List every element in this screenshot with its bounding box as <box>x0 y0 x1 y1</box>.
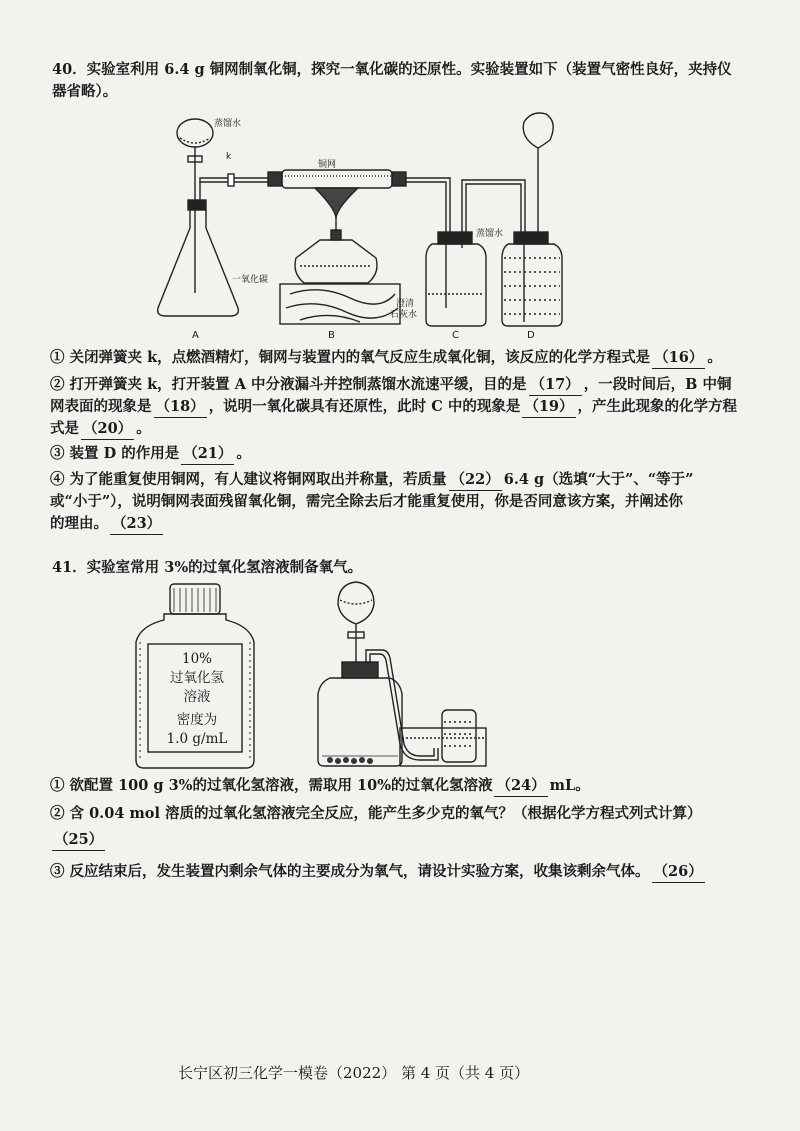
bottle-label-line5: 1.0 g/mL <box>166 731 228 747</box>
answer-blank-18[interactable]: （18） <box>154 397 207 418</box>
answer-blank-17[interactable]: （17） <box>529 375 582 396</box>
q40-part4-text-b: 6.4 g（选填“大于”、“等于” <box>503 471 694 488</box>
label-carbon-monoxide: 一氧化碳 <box>232 275 269 285</box>
q40-part1-end: 。 <box>707 349 722 366</box>
q41-part3 <box>50 862 707 883</box>
q40-part2-text-d: ，说明一氧化碳具有还原性，此时 C 中的现象是 <box>208 398 521 415</box>
q40-intro-line1: 40．实验室利用 6.4 g 铜网制氧化铜，探究一氧化碳的还原性。实验装置如下（装置气密性良好，夹持仪 <box>52 61 732 78</box>
q40-part1-text: ① 关闭弹簧夹 k，点燃酒精灯，铜网与装置内的氧气反应生成氧化铜，该反应的化学方程式是 <box>50 349 651 366</box>
q40-part4-line3 <box>50 514 165 535</box>
q41-part2: ② 含 0.04 mol 溶质的过氧化氢溶液完全反应，能产生多少克的氧气？（根据化学方程式列式计算） <box>50 805 702 822</box>
q40-part3-text: ③ 装置 D 的作用是 <box>50 445 180 462</box>
answer-blank-22[interactable]: （22） <box>449 470 502 491</box>
q40-part1 <box>50 348 722 369</box>
q40-part2-text-a: ② 打开弹簧夹 k，打开装置 A 中分液漏斗并控制蒸馏水流速平缓，目的是 <box>50 376 527 393</box>
answer-blank-21[interactable]: （21） <box>181 444 234 465</box>
q40-part4-line1 <box>50 470 694 491</box>
q40-intro-line2: 器省略）。 <box>52 83 118 100</box>
funnel-a-bulb <box>177 119 213 147</box>
answer-blank-23[interactable]: （23） <box>110 514 163 535</box>
q41-part3-text: ③ 反应结束后，发生装置内剩余气体的主要成分为氧气，请设计实验方案，收集该剩余气体。 <box>50 863 650 880</box>
q41-part1 <box>50 776 590 797</box>
q40-part3 <box>50 444 251 465</box>
q40-part2-text-b: ，一段时间后，B 中铜 <box>583 376 732 393</box>
q40-part2-end: 。 <box>136 420 151 437</box>
q40-part2-text-f: 式是 <box>50 420 79 437</box>
q40-part2-line1 <box>50 375 732 396</box>
answer-blank-16[interactable]: （16） <box>652 348 705 369</box>
q41-intro: 41．实验室常用 3%的过氧化氢溶液制备氧气。 <box>52 559 363 576</box>
q40-part4-line2: 或“小于”），说明铜网表面残留氧化铜，需完全除去后才能重复使用，你是否同意该方案，并阐述你 <box>50 493 683 510</box>
label-apparatus-a: A <box>192 330 199 341</box>
label-clamp-k: k <box>226 152 232 162</box>
bottle-label-line3: 溶液 <box>183 689 211 705</box>
q40-part2-line3 <box>50 419 151 440</box>
answer-blank-26[interactable]: （26） <box>652 862 705 883</box>
answer-blank-24[interactable]: （24） <box>494 776 547 797</box>
bottle-label-line4: 密度为 <box>176 712 218 728</box>
q40-part2-line2 <box>50 397 737 418</box>
bottle-label <box>152 650 242 749</box>
label-distilled-water-a: 蒸馏水 <box>214 119 242 129</box>
q40-part3-end: 。 <box>236 445 251 462</box>
answer-blank-25[interactable]: （25） <box>52 830 105 851</box>
bottle-label-line2: 过氧化氢 <box>170 670 224 686</box>
label-limewater-1: 澄清 <box>396 299 415 309</box>
label-copper-mesh: 铜网 <box>318 160 337 170</box>
q41-part2-answer <box>50 830 107 851</box>
label-distilled-water-d: 蒸馏水 <box>476 229 504 239</box>
oxygen-apparatus-diagram <box>310 578 500 770</box>
q40-apparatus-diagram <box>140 108 620 348</box>
label-apparatus-b: B <box>328 330 335 341</box>
label-limewater-2: 石灰水 <box>390 310 418 320</box>
answer-blank-20[interactable]: （20） <box>81 419 134 440</box>
page-footer: 长宁区初三化学一模卷（2022） 第 4 页（共 4 页） <box>178 1064 530 1082</box>
answer-blank-19[interactable]: （19） <box>522 397 575 418</box>
q40-part4-text-a: ④ 为了能重复使用铜网，有人建议将铜网取出并称量，若质量 <box>50 471 447 488</box>
label-apparatus-d: D <box>527 330 535 341</box>
q40-part2-text-c: 网表面的现象是 <box>50 398 152 415</box>
q40-part2-text-e: ，产生此现象的化学方程 <box>577 398 738 415</box>
bottle-label-line1: 10% <box>181 651 212 667</box>
label-apparatus-c: C <box>452 330 459 341</box>
q41-part1-unit: mL。 <box>549 777 590 794</box>
q41-part1-text: ① 欲配置 100 g 3%的过氧化氢溶液，需取用 10%的过氧化氢溶液 <box>50 777 493 794</box>
q40-part4-text-d: 的理由。 <box>50 515 108 532</box>
